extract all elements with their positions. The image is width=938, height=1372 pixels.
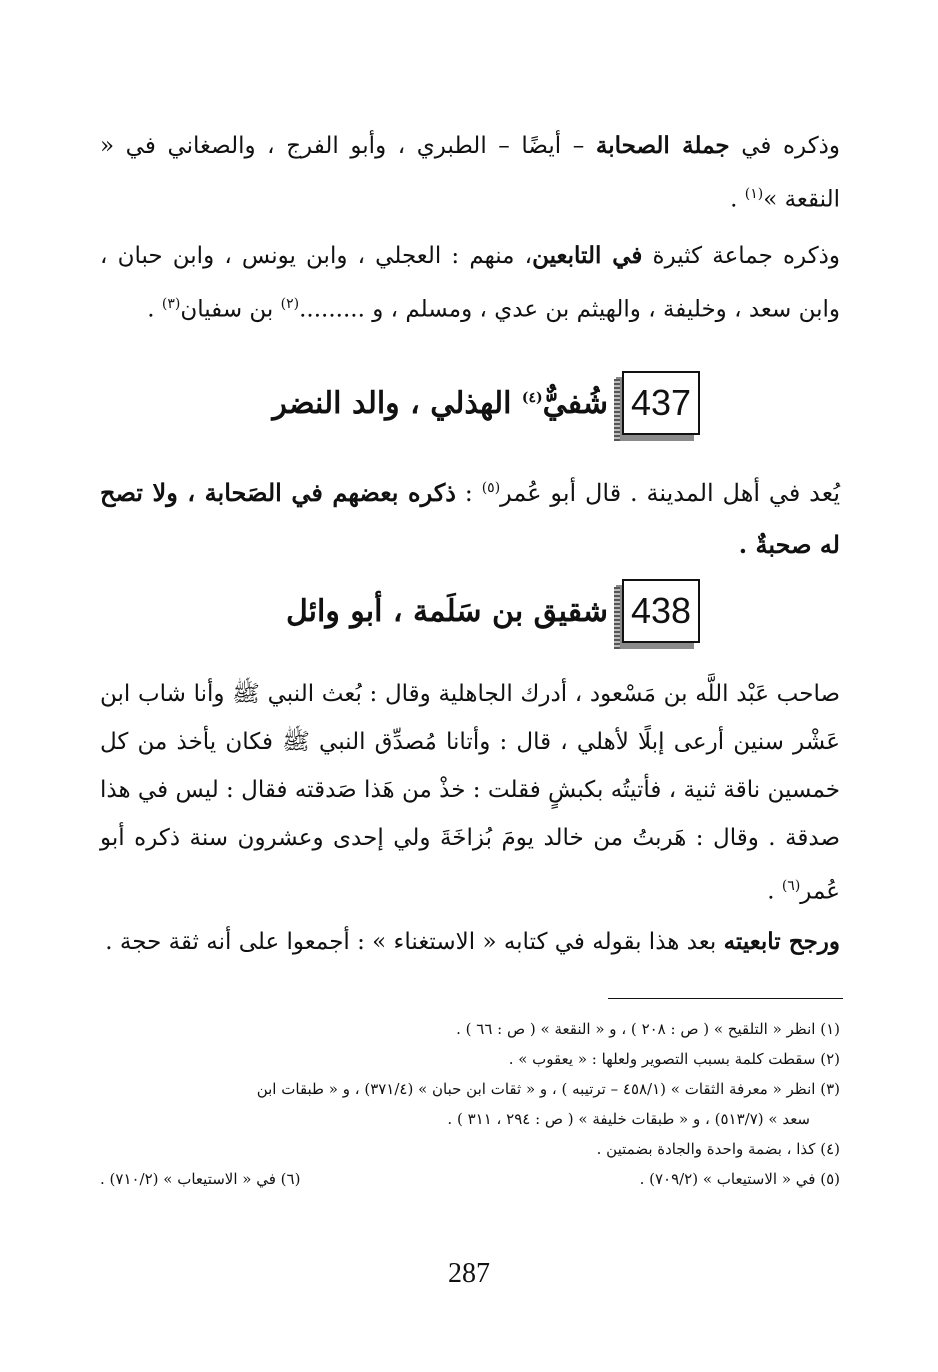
text: بعد هذا بقوله في كتابه « الاستغناء » : أجمعوا على أنه ثقة حجة . <box>105 929 724 955</box>
entry-number-box <box>622 371 700 435</box>
entry-title <box>286 594 608 629</box>
text: شُفيٌّ <box>542 385 608 421</box>
footnote-separator <box>608 998 843 999</box>
footnote-6: (٦) في « الاستيعاب » (٧١٠/٢) . <box>100 1170 301 1188</box>
footnote-3-cont: سعد » (٥١٣/٧) ، و « طبقات خليفة » ( ص : ٢٩٤ ، ٣١١ ) . <box>447 1110 810 1128</box>
bold-text: في التابعين <box>532 242 643 269</box>
entry-body-438 <box>100 670 840 916</box>
footnote-ref: (٦) <box>781 878 801 894</box>
entry-heading-438 <box>270 574 700 648</box>
footnote-ref: (٥) <box>481 480 501 496</box>
text: وذكره في <box>729 133 841 159</box>
page-number: 287 <box>448 1258 490 1289</box>
footnote-ref: (٤) <box>521 389 543 406</box>
entry-number: 437 <box>630 382 692 423</box>
text: . <box>730 186 745 213</box>
footnote-ref: (١) <box>744 186 764 202</box>
footnote-2: (٢) سقطت كلمة بسبب التصوير ولعلها : « يعقوب » . <box>508 1050 840 1068</box>
footnote-4: (٤) كذا ، بضمة واحدة والجادة بضمتين . <box>596 1140 840 1158</box>
entry-body-437 <box>100 462 840 571</box>
text: : <box>455 479 482 507</box>
bold-text: ورجح تابعيته <box>723 928 840 955</box>
footnote-1: (١) انظر « التلقيح » ( ص : ٢٠٨ ) ، و « النقعة » ( ص : ٦٦ ) . <box>456 1020 840 1038</box>
entry-title <box>272 386 608 421</box>
footnote-ref: (٢) <box>280 296 300 312</box>
text: . <box>147 296 162 323</box>
text: بن سفيان <box>180 296 281 323</box>
paragraph-companions <box>100 122 840 224</box>
text: – أيضًا – الطبري ، وأبو الفرج ، والصغاني في « النقعة » <box>100 133 840 213</box>
text: يُعد في أهل المدينة . قال أبو عُمر <box>500 479 841 507</box>
text: صاحب عَبْد اللَّه بن مَسْعود ، أدرك الجاهلية وقال : بُعث النبي ﷺ وأنا شاب ابن عَشْر سنين أرعى إبلًا لأهلي ، قال : وأتانا مُصدِّق النبي ﷺ فكان يأخذ من كل خمسين ناقة ثنية ، فأتيتُه بكبشٍ فقلت : خذْ من هَذا صَدقته فقال : ليس في هذا صدقة . وقال : هَربتُ من خالد يومَ بُزاخَةَ ولي إحدى وعشرون سنة ذكره أبو عُمر <box>100 681 840 905</box>
footnote-ref: (٣) <box>161 296 181 312</box>
footnotes <box>100 1014 840 1194</box>
entry-number: 438 <box>630 590 692 631</box>
footnote-5: (٥) في « الاستيعاب » (٧٠٩/٢) . <box>639 1170 840 1188</box>
text: ، منهم : العجلي ، وابن يونس ، وابن حبان ، وابن سعد ، وخليفة ، والهيثم بن عدي ، ومسلم ، و ......... <box>100 243 840 323</box>
bold-text: ذكره بعضهم في الصَحابة ، ولا تصح له صحبةٌ . <box>100 478 840 559</box>
footnote-row-5-6 <box>100 1164 840 1194</box>
text: شقيق بن سَلَمة ، أبو وائل <box>285 593 608 629</box>
text: الهذلي ، والد النضر <box>272 385 522 421</box>
entry-body-438-tail <box>100 918 840 966</box>
bold-text: جملة الصحابة <box>595 132 730 159</box>
text: . <box>767 878 782 905</box>
paragraph-successors <box>100 232 840 334</box>
entry-heading-437 <box>270 366 700 440</box>
footnote-3: (٣) انظر « معرفة الثقات » (٤٥٨/١ – ترتيبه ) ، و « ثقات ابن حبان » (٣٧١/٤) ، و « طبقات ابن <box>256 1080 840 1098</box>
entry-number-box <box>622 579 700 643</box>
text: وذكره جماعة كثيرة <box>642 243 840 269</box>
